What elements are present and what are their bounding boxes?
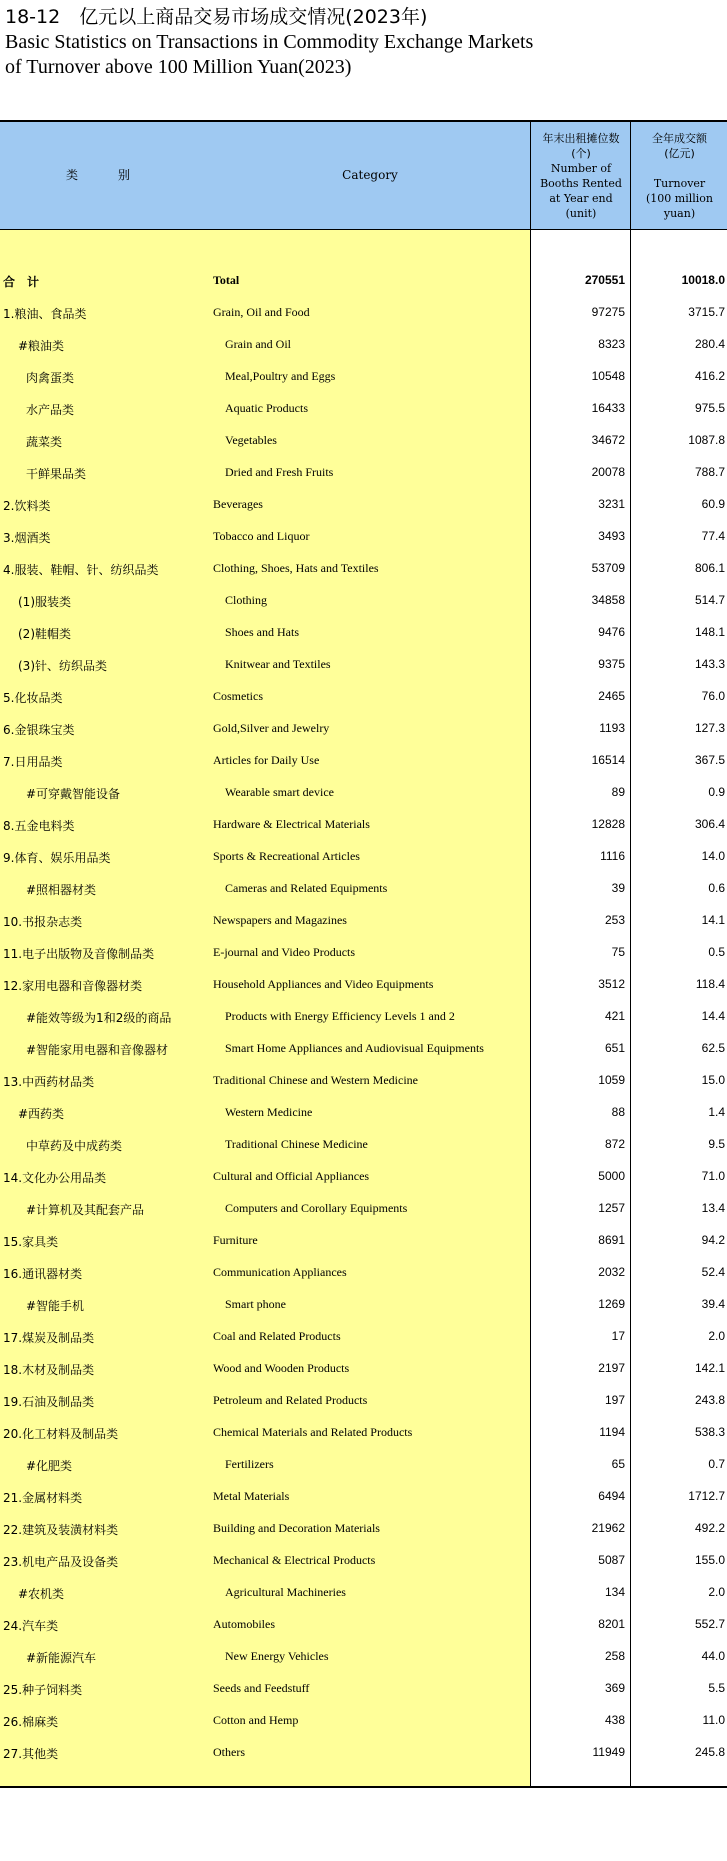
row-turnover-value: 0.5 <box>708 945 725 959</box>
row-category-cn: #照相器材类 <box>26 883 97 897</box>
row-category-en: Cultural and Official Appliances <box>213 1169 370 1183</box>
row-turnover-value: 13.4 <box>701 1201 725 1215</box>
header-turnover-unit-cn: (亿元) <box>664 146 695 160</box>
row-booths-value: 5087 <box>598 1553 625 1567</box>
table-row <box>0 1225 727 1257</box>
row-category-en: Coal and Related Products <box>213 1329 341 1343</box>
row-booths-value: 3231 <box>598 497 625 511</box>
row-turnover-value: 306.4 <box>694 817 725 831</box>
row-category-en: Articles for Daily Use <box>213 753 320 767</box>
row-booths-value: 88 <box>611 1105 625 1119</box>
row-category-en: Vegetables <box>225 433 277 447</box>
table-row <box>0 1289 727 1321</box>
row-booths-value: 11949 <box>592 1745 625 1759</box>
row-booths-value: 75 <box>611 945 625 959</box>
row-category-cn: (1)服装类 <box>18 595 71 609</box>
row-category-en: Computers and Corollary Equipments <box>225 1201 408 1215</box>
row-category-en: Smart Home Appliances and Audiovisual Equipments <box>225 1041 484 1055</box>
header-booths-unit-cn: (个) <box>571 146 591 160</box>
row-category-cn: #粮油类 <box>18 339 65 353</box>
row-booths-value: 1059 <box>598 1073 625 1087</box>
row-booths-value: 2465 <box>598 689 625 703</box>
row-category-en: E-journal and Video Products <box>213 945 356 959</box>
header-turnover-spacer <box>678 161 682 176</box>
table-row <box>0 1705 727 1737</box>
row-category-cn: 7.日用品类 <box>3 755 63 769</box>
table-row <box>0 329 727 361</box>
table-row <box>0 1673 727 1705</box>
table-header <box>0 122 727 230</box>
row-category-en: Others <box>213 1745 245 1759</box>
row-turnover-value: 2.0 <box>708 1585 725 1599</box>
row-category-cn: 中草药及中成药类 <box>26 1139 123 1153</box>
row-turnover-value: 416.2 <box>694 369 725 383</box>
row-booths-value: 6494 <box>598 1489 625 1503</box>
table-row <box>0 969 727 1001</box>
row-category-en: Petroleum and Related Products <box>213 1393 368 1407</box>
row-category-en: Hardware & Electrical Materials <box>213 817 370 831</box>
row-turnover-value: 0.7 <box>708 1457 725 1471</box>
header-turnover-en-1: Turnover <box>653 176 706 190</box>
row-booths-value: 2032 <box>598 1265 625 1279</box>
table-row <box>0 1449 727 1481</box>
row-turnover-value: 538.3 <box>694 1425 725 1439</box>
header-turnover-cn: 全年成交额 <box>652 131 707 145</box>
table-row <box>0 1321 727 1353</box>
row-turnover-value: 39.4 <box>701 1297 725 1311</box>
header-booths-en-1: Number of <box>550 161 612 175</box>
row-booths-value: 65 <box>611 1457 625 1471</box>
row-category-cn: 19.石油及制品类 <box>3 1395 95 1409</box>
table-row <box>0 521 727 553</box>
table-row <box>0 1609 727 1641</box>
row-booths-value: 17 <box>611 1329 625 1343</box>
table-bottom-rule <box>0 1786 727 1788</box>
table-row <box>0 617 727 649</box>
row-category-cn: 2.饮料类 <box>3 499 51 513</box>
row-booths-value: 53709 <box>591 561 625 575</box>
row-category-cn: #能效等级为1和2级的商品 <box>26 1011 172 1025</box>
table-row <box>0 393 727 425</box>
row-booths-value: 1116 <box>600 849 625 863</box>
table-row <box>0 553 727 585</box>
row-turnover-value: 148.1 <box>694 625 725 639</box>
row-booths-value: 12828 <box>591 817 625 831</box>
row-turnover-value: 367.5 <box>694 753 725 767</box>
row-booths-value: 651 <box>604 1041 625 1055</box>
table-row <box>0 1385 727 1417</box>
row-booths-value: 369 <box>604 1681 625 1695</box>
row-category-cn: 23.机电产品及设备类 <box>3 1555 119 1569</box>
row-category-cn: 10.书报杂志类 <box>3 915 83 929</box>
row-turnover-value: 514.7 <box>694 593 725 607</box>
row-category-cn: 4.服装、鞋帽、针、纺织品类 <box>3 563 159 577</box>
row-booths-value: 16514 <box>591 753 625 767</box>
table-row <box>0 1161 727 1193</box>
row-category-cn: 8.五金电料类 <box>3 819 75 833</box>
row-category-en: Sports & Recreational Articles <box>213 849 360 863</box>
table-row <box>0 265 727 297</box>
table-row <box>0 1353 727 1385</box>
row-booths-value: 438 <box>604 1713 625 1727</box>
row-booths-value: 253 <box>604 913 625 927</box>
row-turnover-value: 15.0 <box>701 1073 725 1087</box>
header-turnover-en-2: (100 million <box>646 191 713 205</box>
table-row <box>0 873 727 905</box>
row-turnover-value: 14.4 <box>701 1009 725 1023</box>
row-turnover-value: 5.5 <box>708 1681 725 1695</box>
table-row <box>0 457 727 489</box>
row-turnover-value: 77.4 <box>701 529 725 543</box>
table-row <box>0 1577 727 1609</box>
row-category-cn: 20.化工材料及制品类 <box>3 1427 119 1441</box>
row-category-en: Products with Energy Efficiency Levels 1 and 2 <box>225 1009 455 1023</box>
row-booths-value: 34672 <box>591 433 625 447</box>
row-category-cn: #智能手机 <box>26 1299 85 1313</box>
row-booths-value: 9476 <box>598 625 625 639</box>
row-turnover-value: 143.3 <box>694 657 725 671</box>
title-en-line1: Basic Statistics on Transactions in Commodity Exchange Markets <box>5 31 534 53</box>
row-category-en: Beverages <box>213 497 263 511</box>
row-category-cn: 25.种子饲料类 <box>3 1683 83 1697</box>
row-category-en: Grain and Oil <box>225 337 291 351</box>
table-row <box>0 585 727 617</box>
row-category-cn: #新能源汽车 <box>26 1651 97 1665</box>
row-category-en: Building and Decoration Materials <box>213 1521 380 1535</box>
row-category-en: Metal Materials <box>213 1489 290 1503</box>
row-turnover-value: 975.5 <box>694 401 725 415</box>
row-category-cn: #可穿戴智能设备 <box>26 787 121 801</box>
row-turnover-value: 52.4 <box>701 1265 725 1279</box>
row-turnover-value: 2.0 <box>708 1329 725 1343</box>
header-category-en: Category <box>342 168 398 182</box>
row-turnover-value: 62.5 <box>701 1041 725 1055</box>
row-category-cn: 干鲜果品类 <box>26 467 87 481</box>
row-category-en: Furniture <box>213 1233 258 1247</box>
row-turnover-value: 1712.7 <box>688 1489 725 1503</box>
row-category-cn: (3)针、纺织品类 <box>18 659 107 673</box>
row-turnover-value: 280.4 <box>694 337 725 351</box>
row-category-cn: (2)鞋帽类 <box>18 627 71 641</box>
row-turnover-value: 3715.7 <box>688 305 725 319</box>
table-row <box>0 777 727 809</box>
row-category-cn: 26.棉麻类 <box>3 1715 59 1729</box>
row-category-cn: 9.体育、娱乐用品类 <box>3 851 111 865</box>
row-category-cn: 3.烟酒类 <box>3 531 51 545</box>
row-booths-value: 3512 <box>598 977 625 991</box>
row-booths-value: 10548 <box>591 369 625 383</box>
table-row <box>0 1257 727 1289</box>
table-row <box>0 361 727 393</box>
row-booths-value: 5000 <box>598 1169 625 1183</box>
row-category-en: Total <box>213 273 240 287</box>
row-booths-value: 1257 <box>598 1201 625 1215</box>
row-turnover-value: 788.7 <box>694 465 725 479</box>
row-turnover-value: 9.5 <box>708 1137 725 1151</box>
table-row <box>0 297 727 329</box>
row-turnover-value: 76.0 <box>701 689 725 703</box>
row-category-cn: 合 计 <box>3 275 40 289</box>
row-booths-value: 34858 <box>591 593 625 607</box>
row-turnover-value: 0.9 <box>708 785 725 799</box>
header-booths <box>530 122 631 229</box>
row-category-en: Clothing, Shoes, Hats and Textiles <box>213 561 379 575</box>
table-row <box>0 841 727 873</box>
table-row <box>0 649 727 681</box>
row-category-cn: 27.其他类 <box>3 1747 59 1761</box>
table-row <box>0 1193 727 1225</box>
row-category-en: Knitwear and Textiles <box>225 657 331 671</box>
row-category-en: Fertilizers <box>225 1457 274 1471</box>
row-booths-value: 21962 <box>591 1521 625 1535</box>
row-turnover-value: 806.1 <box>694 561 725 575</box>
title-block <box>5 4 533 80</box>
row-booths-value: 1193 <box>599 721 625 735</box>
table-row <box>0 1033 727 1065</box>
row-turnover-value: 243.8 <box>694 1393 725 1407</box>
row-turnover-value: 142.1 <box>694 1361 725 1375</box>
row-category-cn: 16.通讯器材类 <box>3 1267 83 1281</box>
row-turnover-value: 60.9 <box>701 497 725 511</box>
row-category-cn: 17.煤炭及制品类 <box>3 1331 95 1345</box>
header-category-cn: 类 别 <box>65 168 144 182</box>
row-category-en: Wood and Wooden Products <box>213 1361 350 1375</box>
row-category-en: Mechanical & Electrical Products <box>213 1553 376 1567</box>
row-turnover-value: 94.2 <box>701 1233 725 1247</box>
row-turnover-value: 1087.8 <box>688 433 725 447</box>
row-category-en: Tobacco and Liquor <box>213 529 310 543</box>
row-category-en: Household Appliances and Video Equipments <box>213 977 434 991</box>
row-booths-value: 89 <box>611 785 625 799</box>
header-booths-en-2: Booths Rented <box>540 176 622 190</box>
row-category-en: Gold,Silver and Jewelry <box>213 721 330 735</box>
row-turnover-value: 245.8 <box>694 1745 725 1759</box>
table-row <box>0 1001 727 1033</box>
row-category-cn: #化肥类 <box>26 1459 73 1473</box>
row-turnover-value: 1.4 <box>708 1105 725 1119</box>
row-booths-value: 97275 <box>591 305 625 319</box>
row-category-en: Seeds and Feedstuff <box>213 1681 310 1695</box>
row-category-en: Aquatic Products <box>225 401 308 415</box>
table-row <box>0 905 727 937</box>
row-category-en: Cosmetics <box>213 689 263 703</box>
row-booths-value: 39 <box>611 881 625 895</box>
table-row <box>0 1129 727 1161</box>
table-row <box>0 1481 727 1513</box>
table-row <box>0 681 727 713</box>
row-turnover-value: 44.0 <box>701 1649 725 1663</box>
row-category-en: Traditional Chinese and Western Medicine <box>213 1073 418 1087</box>
row-turnover-value: 10018.0 <box>681 273 725 287</box>
row-category-en: Newspapers and Magazines <box>213 913 347 927</box>
row-category-cn: 5.化妆品类 <box>3 691 63 705</box>
table-row <box>0 489 727 521</box>
table-row <box>0 1513 727 1545</box>
row-category-en: Western Medicine <box>225 1105 313 1119</box>
row-category-en: Wearable smart device <box>225 785 334 799</box>
table-row <box>0 425 727 457</box>
row-category-cn: #农机类 <box>18 1587 65 1601</box>
row-category-en: Agricultural Machineries <box>225 1585 346 1599</box>
row-category-en: Meal,Poultry and Eggs <box>225 369 336 383</box>
row-category-en: Automobiles <box>213 1617 275 1631</box>
table-row <box>0 1641 727 1673</box>
row-booths-value: 9375 <box>598 657 625 671</box>
row-category-cn: 12.家用电器和音像器材类 <box>3 979 143 993</box>
table-row <box>0 1097 727 1129</box>
row-category-cn: 6.金银珠宝类 <box>3 723 75 737</box>
row-category-cn: 14.文化办公用品类 <box>3 1171 107 1185</box>
row-category-cn: 肉禽蛋类 <box>26 371 75 385</box>
header-turnover-en-3: yuan) <box>663 206 696 220</box>
row-turnover-value: 127.3 <box>694 721 725 735</box>
row-turnover-value: 14.0 <box>701 849 725 863</box>
title-en-line2: of Turnover above 100 Million Yuan(2023) <box>5 56 352 78</box>
row-booths-value: 8691 <box>598 1233 625 1247</box>
row-category-cn: 水产品类 <box>26 403 75 417</box>
row-category-cn: 13.中西药材品类 <box>3 1075 95 1089</box>
row-booths-value: 421 <box>604 1009 625 1023</box>
row-category-cn: 18.木材及制品类 <box>3 1363 95 1377</box>
table-row <box>0 745 727 777</box>
row-category-en: Cameras and Related Equipments <box>225 881 388 895</box>
row-booths-value: 16433 <box>591 401 625 415</box>
table-row <box>0 937 727 969</box>
row-booths-value: 1269 <box>598 1297 625 1311</box>
row-category-en: Grain, Oil and Food <box>213 305 310 319</box>
header-booths-cn: 年末出租摊位数 <box>542 131 620 145</box>
table-row <box>0 713 727 745</box>
row-booths-value: 3493 <box>598 529 625 543</box>
row-turnover-value: 11.0 <box>702 1713 725 1727</box>
row-turnover-value: 0.6 <box>708 881 725 895</box>
row-category-en: Clothing <box>225 593 268 607</box>
row-booths-value: 8323 <box>598 337 625 351</box>
row-turnover-value: 71.0 <box>701 1169 725 1183</box>
row-category-cn: 11.电子出版物及音像制品类 <box>3 947 155 961</box>
row-category-cn: 21.金属材料类 <box>3 1491 83 1505</box>
row-category-en: Shoes and Hats <box>225 625 299 639</box>
table-body <box>0 230 727 1786</box>
row-booths-value: 20078 <box>591 465 625 479</box>
row-turnover-value: 14.1 <box>701 913 725 927</box>
header-booths-en-3: at Year end <box>549 191 613 205</box>
row-category-en: Smart phone <box>225 1297 286 1311</box>
row-turnover-value: 552.7 <box>694 1617 725 1631</box>
row-category-cn: #计算机及其配套产品 <box>26 1203 145 1217</box>
row-booths-value: 872 <box>604 1137 625 1151</box>
row-booths-value: 197 <box>604 1393 625 1407</box>
row-category-en: Traditional Chinese Medicine <box>225 1137 368 1151</box>
row-booths-value: 1194 <box>599 1425 625 1439</box>
table-row <box>0 1417 727 1449</box>
row-category-en: Communication Appliances <box>213 1265 347 1279</box>
row-category-cn: 22.建筑及装潢材料类 <box>3 1523 119 1537</box>
row-category-en: Cotton and Hemp <box>213 1713 299 1727</box>
row-turnover-value: 118.4 <box>695 977 725 991</box>
table-rows <box>0 265 727 1769</box>
row-category-en: Chemical Materials and Related Products <box>213 1425 413 1439</box>
row-booths-value: 258 <box>604 1649 625 1663</box>
header-turnover <box>630 122 727 229</box>
row-category-en: New Energy Vehicles <box>225 1649 329 1663</box>
table-row <box>0 809 727 841</box>
row-category-cn: #西药类 <box>18 1107 65 1121</box>
table-row <box>0 1065 727 1097</box>
row-category-cn: 15.家具类 <box>3 1235 59 1249</box>
row-booths-value: 270551 <box>584 273 625 287</box>
row-booths-value: 8201 <box>598 1617 625 1631</box>
row-turnover-value: 155.0 <box>694 1553 725 1567</box>
row-category-cn: 蔬菜类 <box>26 435 63 449</box>
row-booths-value: 2197 <box>598 1361 625 1375</box>
row-category-cn: 24.汽车类 <box>3 1619 59 1633</box>
table-row <box>0 1545 727 1577</box>
row-category-en: Dried and Fresh Fruits <box>225 465 334 479</box>
row-category-cn: 1.粮油、食品类 <box>3 307 87 321</box>
table-row <box>0 1737 727 1769</box>
row-turnover-value: 492.2 <box>694 1521 725 1535</box>
row-category-cn: #智能家用电器和音像器材 <box>26 1043 169 1057</box>
header-booths-en-4: (unit) <box>565 206 597 220</box>
title-cn: 18-12 亿元以上商品交易市场成交情况(2023年) <box>5 6 428 28</box>
row-booths-value: 134 <box>604 1585 625 1599</box>
